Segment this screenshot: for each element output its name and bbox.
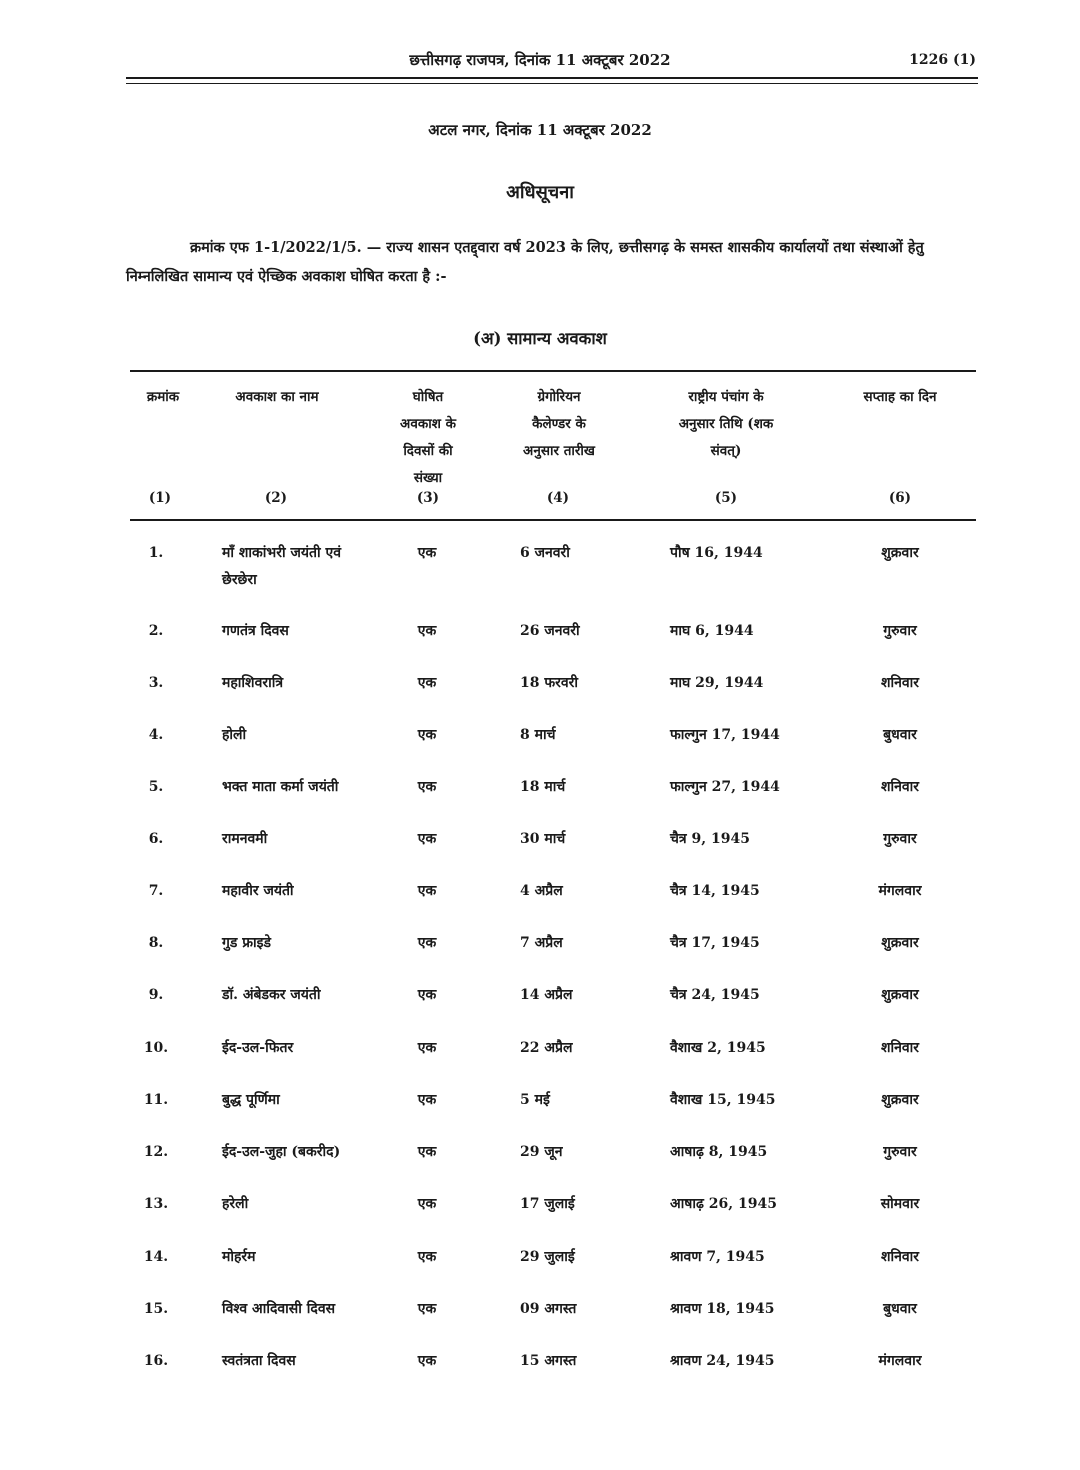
row-days: एक (417, 935, 437, 951)
row-holiday-name: माँ शाकांभरी जयंती एवं छेरछेरा (222, 545, 341, 588)
row-date: 29 जुलाई (520, 1249, 575, 1265)
row-holiday-name: हरेली (222, 1196, 249, 1212)
row-holiday-name: महाशिवरात्रि (222, 675, 284, 691)
table-row (0, 670, 1080, 710)
row-days: एक (417, 1249, 437, 1265)
row-serial: 8. (148, 935, 164, 951)
page-number: 1226 (1) (909, 52, 976, 68)
row-date: 18 फरवरी (520, 675, 579, 691)
row-days: एक (417, 831, 437, 847)
header-rule-thin (126, 83, 978, 84)
table-row (0, 878, 1080, 918)
row-holiday-name: गणतंत्र दिवस (222, 623, 289, 639)
row-serial: 16. (143, 1353, 169, 1369)
dateline: अटल नगर, दिनांक 11 अक्टूबर 2022 (428, 121, 652, 139)
row-holiday-name: रामनवमी (222, 831, 268, 847)
row-days: एक (417, 883, 437, 899)
header-saka-date: राष्ट्रीय पंचांग के अनुसार तिथि (शक संवत्) (678, 389, 774, 459)
row-date: 6 जनवरी (520, 545, 570, 561)
row-days: एक (417, 1301, 437, 1317)
table-row (0, 1087, 1080, 1127)
row-holiday-name: स्वतंत्रता दिवस (222, 1353, 296, 1369)
header-weekday: सप्ताह का दिन (863, 389, 937, 405)
row-days: एक (417, 1144, 437, 1160)
row-serial: 5. (148, 779, 164, 795)
row-serial: 13. (143, 1196, 169, 1212)
row-date: 7 अप्रैल (520, 935, 563, 951)
table-row (0, 1139, 1080, 1179)
row-weekday: शनिवार (880, 1040, 920, 1056)
row-saka-date: चैत्र 17, 1945 (670, 935, 760, 951)
row-date: 18 मार्च (520, 779, 566, 795)
row-saka-date: आषाढ़ 8, 1945 (670, 1144, 768, 1160)
column-number: (3) (416, 490, 440, 506)
row-days: एक (417, 987, 437, 1003)
row-days: एक (417, 623, 437, 639)
column-number: (6) (888, 490, 912, 506)
row-date: 30 मार्च (520, 831, 566, 847)
row-date: 26 जनवरी (520, 623, 580, 639)
row-saka-date: चैत्र 14, 1945 (670, 883, 760, 899)
row-days: एक (417, 727, 437, 743)
row-days: एक (417, 675, 437, 691)
row-holiday-name: गुड फ्राइडे (222, 935, 272, 951)
notification-heading: अधिसूचना (506, 182, 574, 203)
row-serial: 10. (143, 1040, 169, 1056)
row-saka-date: वैशाख 2, 1945 (670, 1040, 766, 1056)
table-header-rule (130, 519, 976, 521)
table-row (0, 1296, 1080, 1336)
row-weekday: शनिवार (880, 1249, 920, 1265)
row-date: 17 जुलाई (520, 1196, 575, 1212)
table-row (0, 1348, 1080, 1388)
row-holiday-name: ईद-उल-फितर (222, 1040, 294, 1056)
row-serial: 6. (148, 831, 164, 847)
row-date: 4 अप्रैल (520, 883, 563, 899)
column-number: (2) (264, 490, 288, 506)
table-row (0, 826, 1080, 866)
row-days: एक (417, 1353, 437, 1369)
notification-paragraph: क्रमांक एफ 1-1/2022/1/5. — राज्य शासन एतद्द्वारा वर्ष 2023 के लिए, छत्तीसगढ़ के समस्त शासकीय कार्यालयों तथा संस्थाओं हेतु निम्नलिखित सामान्य एवं ऐच्छिक अवकाश घोषित करता है :- (126, 239, 924, 285)
row-date: 5 मई (520, 1092, 550, 1108)
row-date: 22 अप्रैल (520, 1040, 573, 1056)
row-weekday: मंगलवार (878, 883, 922, 899)
row-weekday: शुक्रवार (881, 935, 919, 951)
column-number: (4) (546, 490, 570, 506)
row-holiday-name: होली (222, 727, 247, 743)
row-weekday: मंगलवार (878, 1353, 922, 1369)
header-gregorian-date: ग्रेगोरियन कैलेण्डर के अनुसार तारीख (523, 389, 595, 459)
table-row (0, 930, 1080, 970)
row-days: एक (417, 779, 437, 795)
section-title: (अ) सामान्य अवकाश (473, 329, 607, 348)
row-date: 15 अगस्त (520, 1353, 577, 1369)
row-saka-date: माघ 29, 1944 (670, 675, 764, 691)
row-date: 14 अप्रैल (520, 987, 573, 1003)
table-row (0, 774, 1080, 814)
row-weekday: गुरुवार (883, 623, 917, 639)
row-days: एक (417, 1092, 437, 1108)
table-row (0, 1035, 1080, 1075)
row-days: एक (417, 1196, 437, 1212)
row-serial: 3. (148, 675, 164, 691)
header-holiday-name: अवकाश का नाम (235, 389, 319, 405)
row-saka-date: श्रावण 24, 1945 (670, 1353, 775, 1369)
column-number: (1) (148, 490, 172, 506)
header-days-count: घोषित अवकाश के दिवसों की संख्या (400, 389, 456, 486)
row-serial: 7. (148, 883, 164, 899)
row-serial: 1. (148, 545, 164, 561)
row-serial: 11. (143, 1092, 169, 1108)
row-holiday-name: ईद-उल-जुहा (बकरीद) (222, 1144, 341, 1160)
header-serial: क्रमांक (146, 389, 180, 405)
row-date: 29 जून (520, 1144, 563, 1160)
row-date: 8 मार्च (520, 727, 556, 743)
table-row (0, 1244, 1080, 1284)
table-row (0, 618, 1080, 658)
row-holiday-name: विश्व आदिवासी दिवस (222, 1301, 336, 1317)
row-serial: 12. (143, 1144, 169, 1160)
row-saka-date: श्रावण 18, 1945 (670, 1301, 775, 1317)
row-weekday: शुक्रवार (881, 545, 919, 561)
row-weekday: बुधवार (883, 727, 917, 743)
row-holiday-name: डॉ. अंबेडकर जयंती (222, 987, 321, 1003)
row-holiday-name: मोहर्रम (222, 1249, 256, 1265)
row-saka-date: माघ 6, 1944 (670, 623, 754, 639)
row-weekday: गुरुवार (883, 831, 917, 847)
row-holiday-name: भक्त माता कर्मा जयंती (222, 779, 339, 795)
row-saka-date: फाल्गुन 27, 1944 (670, 779, 780, 795)
row-serial: 4. (148, 727, 164, 743)
row-days: एक (417, 545, 437, 561)
column-number: (5) (714, 490, 738, 506)
row-saka-date: फाल्गुन 17, 1944 (670, 727, 780, 743)
row-weekday: बुधवार (883, 1301, 917, 1317)
table-row (0, 722, 1080, 762)
row-date: 09 अगस्त (520, 1301, 577, 1317)
row-saka-date: चैत्र 9, 1945 (670, 831, 750, 847)
row-weekday: सोमवार (880, 1196, 920, 1212)
row-serial: 14. (143, 1249, 169, 1265)
row-saka-date: श्रावण 7, 1945 (670, 1249, 765, 1265)
gazette-title: छत्तीसगढ़ राजपत्र, दिनांक 11 अक्टूबर 2022 (409, 51, 671, 69)
row-days: एक (417, 1040, 437, 1056)
row-weekday: शुक्रवार (881, 987, 919, 1003)
table-row (0, 540, 1080, 588)
row-weekday: शनिवार (880, 779, 920, 795)
table-top-rule (130, 370, 976, 372)
row-serial: 9. (148, 987, 164, 1003)
row-holiday-name: महावीर जयंती (222, 883, 294, 899)
table-row (0, 982, 1080, 1022)
row-saka-date: आषाढ़ 26, 1945 (670, 1196, 777, 1212)
row-saka-date: चैत्र 24, 1945 (670, 987, 760, 1003)
header-rule-thick (126, 77, 978, 79)
row-holiday-name: बुद्ध पूर्णिमा (222, 1092, 280, 1108)
table-row (0, 1191, 1080, 1231)
row-saka-date: वैशाख 15, 1945 (670, 1092, 776, 1108)
row-weekday: शनिवार (880, 675, 920, 691)
row-saka-date: पौष 16, 1944 (670, 545, 763, 561)
row-weekday: गुरुवार (883, 1144, 917, 1160)
row-weekday: शुक्रवार (881, 1092, 919, 1108)
row-serial: 15. (143, 1301, 169, 1317)
row-serial: 2. (148, 623, 164, 639)
